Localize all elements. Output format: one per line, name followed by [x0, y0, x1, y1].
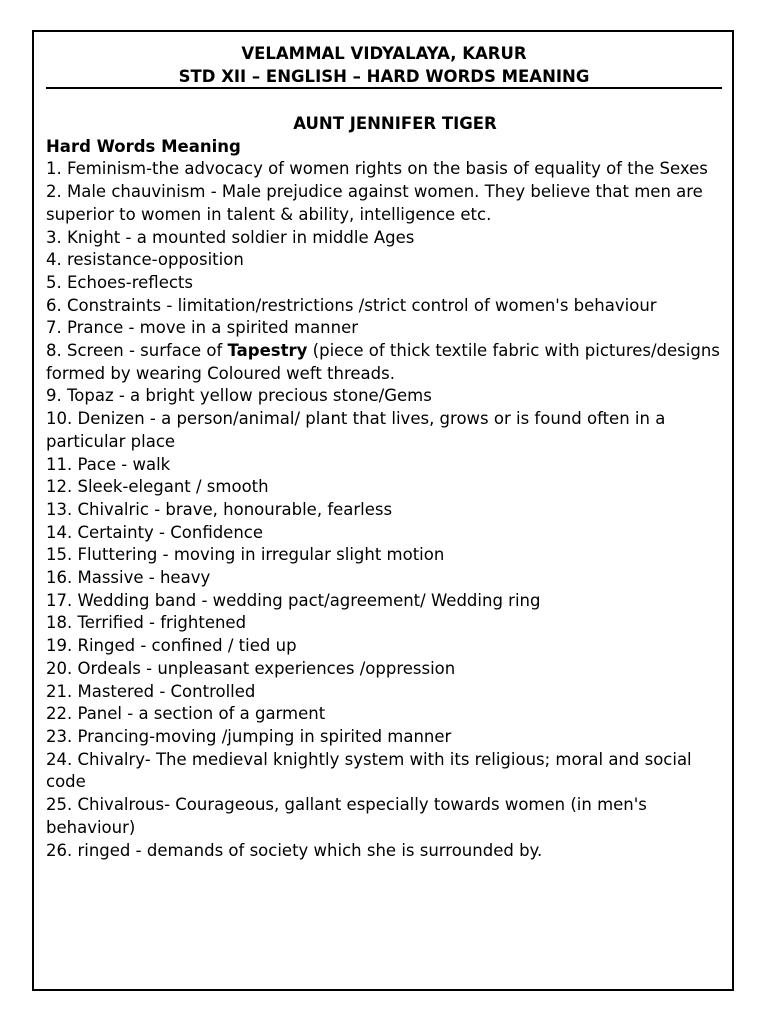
list-item: 6. Constraints - limitation/restrictions /strict control of women's behaviour	[46, 295, 657, 315]
list-item: 11. Pace - walk	[46, 454, 171, 474]
list-item: 13. Chivalric - brave, honourable, fearless	[46, 499, 393, 519]
list-item: 7. Prance - move in a spirited manner	[46, 318, 359, 338]
list-item: 24. Chivalry- The medieval knightly system with its religious; moral and social code	[46, 749, 692, 792]
list-item: 12. Sleek-elegant / smooth	[46, 477, 269, 497]
list-item	[46, 340, 722, 385]
list-item: 3. Knight - a mounted soldier in middle Ages	[46, 227, 415, 247]
school-name: VELAMMAL VIDYALAYA, KARUR	[241, 44, 527, 63]
list-item: 1. Feminism-the advocacy of women rights on the basis of equality of the Sexes	[46, 159, 708, 179]
list-item: 20. Ordeals - unpleasant experiences /oppression	[46, 658, 456, 678]
list-item: 14. Certainty - Confidence	[46, 522, 264, 542]
list-item: 23. Prancing-moving /jumping in spirited manner	[46, 726, 452, 746]
document-subtitle: STD XII – ENGLISH – HARD WORDS MEANING	[178, 67, 590, 86]
document-header	[47, 42, 721, 88]
list-item: 19. Ringed - confined / tied up	[46, 636, 297, 656]
list-item: 26. ringed - demands of society which she is surrounded by.	[46, 840, 543, 860]
lesson-title: AUNT JENNIFER TIGER	[293, 114, 497, 133]
word-list	[46, 158, 722, 862]
bold-term: Tapestry	[227, 341, 308, 361]
document-body	[46, 113, 722, 862]
list-item: 9. Topaz - a bright yellow precious stone/Gems	[46, 386, 432, 406]
list-item: 4. resistance-opposition	[46, 250, 244, 270]
list-item: 18. Terrified - frightened	[46, 613, 247, 633]
list-item: 5. Echoes-reflects	[46, 272, 193, 292]
list-item-text: 8. Screen - surface of	[46, 341, 228, 361]
list-item: 15. Fluttering - moving in irregular slight motion	[46, 545, 445, 565]
list-item: 22. Panel - a section of a garment	[46, 704, 326, 724]
list-item: 17. Wedding band - wedding pact/agreement/ Wedding ring	[46, 590, 541, 610]
list-item-text: (piece of thick textile fabric with pictures/designs formed by wearing Coloured weft threads.	[46, 341, 720, 383]
section-heading: Hard Words Meaning	[46, 136, 241, 156]
list-item: 16. Massive - heavy	[46, 568, 211, 588]
header-divider	[46, 87, 722, 89]
list-item: 21. Mastered - Controlled	[46, 681, 256, 701]
list-item: 25. Chivalrous- Courageous, gallant especially towards women (in men's behaviour)	[46, 795, 647, 837]
list-item: 10. Denizen - a person/animal/ plant that lives, grows or is found often in a particular place	[46, 409, 666, 451]
list-item: 2. Male chauvinism - Male prejudice against women. They believe that men are superior to women in talent & ability, intelligence etc.	[46, 182, 703, 224]
